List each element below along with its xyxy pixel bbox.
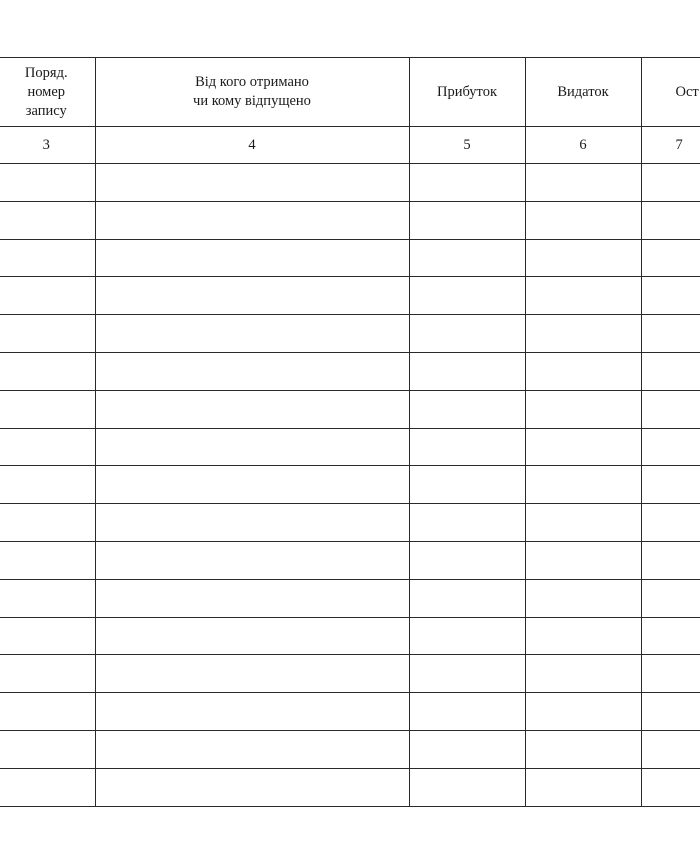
cell-record-number [0,768,95,806]
cell-income [409,428,525,466]
column-number-7: 7 [641,127,700,164]
cell-from-to [95,352,409,390]
cell-expense [525,541,641,579]
cell-income [409,655,525,693]
table-row [0,315,700,353]
cell-expense [525,655,641,693]
header-balance-label: Ост [675,83,699,100]
cell-income [409,239,525,277]
cell-from-to [95,504,409,542]
cell-income [409,352,525,390]
table-row [0,617,700,655]
cell-balance [641,201,700,239]
cell-expense [525,164,641,202]
cell-balance [641,617,700,655]
header-balance [641,58,700,127]
cell-expense [525,730,641,768]
cell-from-to [95,579,409,617]
header-from-to [95,58,409,127]
cell-balance [641,390,700,428]
cell-from-to [95,617,409,655]
column-number-6: 6 [525,127,641,164]
cell-expense [525,428,641,466]
cell-expense [525,352,641,390]
cell-from-to [95,201,409,239]
cell-balance [641,655,700,693]
cell-from-to [95,428,409,466]
cell-from-to [95,730,409,768]
ledger-table [0,57,700,807]
table-row [0,693,700,731]
cell-expense [525,579,641,617]
cell-record-number [0,390,95,428]
cell-from-to [95,541,409,579]
cell-income [409,541,525,579]
table-row [0,541,700,579]
header-expense-label: Видаток [557,83,609,100]
cell-income [409,201,525,239]
cell-record-number [0,617,95,655]
cell-balance [641,352,700,390]
header-income [409,58,525,127]
cell-record-number [0,164,95,202]
cell-record-number [0,239,95,277]
cell-income [409,693,525,731]
cell-balance [641,579,700,617]
cell-income [409,579,525,617]
cell-expense [525,768,641,806]
cell-income [409,617,525,655]
table-row [0,768,700,806]
table-row [0,201,700,239]
cell-expense [525,390,641,428]
cell-income [409,277,525,315]
cell-expense [525,693,641,731]
header-expense [525,58,641,127]
cell-from-to [95,315,409,353]
column-number-4: 4 [95,127,409,164]
cell-income [409,768,525,806]
table-row [0,466,700,504]
table-row [0,579,700,617]
cell-from-to [95,466,409,504]
cell-expense [525,617,641,655]
cell-from-to [95,277,409,315]
table-row [0,655,700,693]
cell-record-number [0,693,95,731]
cell-from-to [95,768,409,806]
cell-income [409,466,525,504]
header-income-label: Прибуток [437,83,497,100]
cell-from-to [95,655,409,693]
cell-record-number [0,504,95,542]
cell-balance [641,541,700,579]
cell-from-to [95,693,409,731]
cell-expense [525,277,641,315]
cell-expense [525,201,641,239]
header-record-number-line-1: Поряд. [24,64,68,81]
cell-expense [525,315,641,353]
cell-balance [641,693,700,731]
cell-record-number [0,315,95,353]
cell-balance [641,164,700,202]
table-row [0,504,700,542]
cell-balance [641,277,700,315]
cell-balance [641,428,700,466]
cell-balance [641,504,700,542]
cell-income [409,504,525,542]
cell-record-number [0,466,95,504]
cell-record-number [0,579,95,617]
table-row [0,730,700,768]
cell-balance [641,730,700,768]
header-record-number [0,58,95,127]
header-from-to-line-2: чи кому відпущено [193,93,311,109]
cell-income [409,390,525,428]
header-from-to-line-1: Від кого отримано [195,74,309,90]
cell-balance [641,466,700,504]
cell-expense [525,466,641,504]
table-row [0,390,700,428]
cell-record-number [0,352,95,390]
cell-income [409,730,525,768]
cell-record-number [0,277,95,315]
column-number-5: 5 [409,127,525,164]
cell-from-to [95,164,409,202]
cell-balance [641,239,700,277]
column-number-row [0,127,700,164]
table-row [0,277,700,315]
cell-record-number [0,730,95,768]
column-number-3: 3 [0,127,95,164]
table-row [0,164,700,202]
header-record-number-line-3: запису [25,102,67,119]
cell-record-number [0,541,95,579]
cell-balance [641,768,700,806]
cell-expense [525,504,641,542]
header-record-number-line-2: номер [27,83,66,100]
cell-income [409,315,525,353]
table-row [0,239,700,277]
cell-record-number [0,428,95,466]
cell-record-number [0,655,95,693]
table-row [0,352,700,390]
cell-from-to [95,390,409,428]
cell-expense [525,239,641,277]
cell-balance [641,315,700,353]
cell-from-to [95,239,409,277]
table-row [0,428,700,466]
cell-income [409,164,525,202]
header-row [0,58,700,127]
cell-record-number [0,201,95,239]
